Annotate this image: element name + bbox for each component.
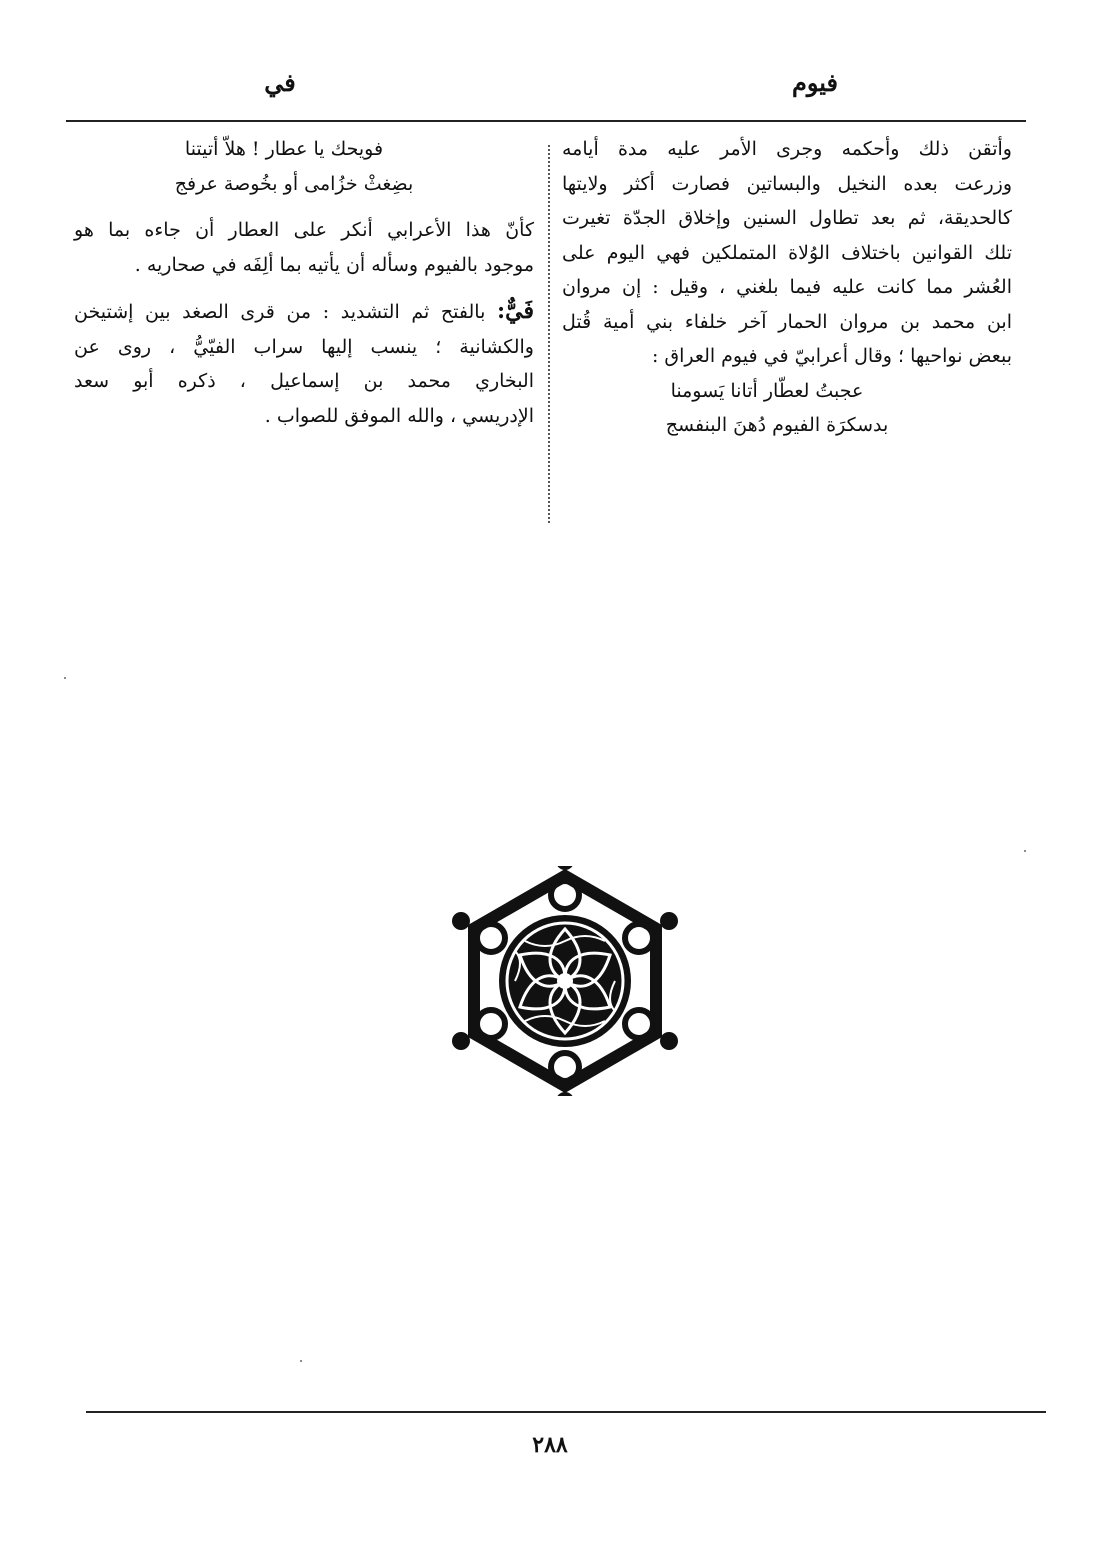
spacer (74, 282, 534, 294)
verse-line: فويحك يا عطار ! هلاّ أتيتنا (184, 138, 384, 160)
verse-line: عجبتُ لعطّار أتانا يَسومنا (670, 379, 864, 402)
running-header-right: فيوم (792, 68, 838, 97)
text-line: تلك القوانين باختلاف الوُلاة المتملكين فهي اليوم على (562, 241, 1012, 264)
spacer (74, 201, 534, 213)
paper-speck (300, 1360, 302, 1362)
text-line: وأتقن ذلك وأحكمه وجرى الأمر عليه مدة أيامه (562, 138, 1012, 160)
text-line: والكشانية ؛ ينسب إليها سراب الفيّيُّ ، روى عن (74, 335, 534, 358)
running-header-left: في (264, 68, 296, 97)
verse-line: بدسكرَة الفيوم دُهنَ البنفسج (665, 414, 889, 436)
text-line: كالحديقة، ثم بعد تطاول السنين وإخلاق الجدّة تغيرت (562, 207, 1012, 229)
page-number: ٢٨٨ (532, 1432, 568, 1458)
paper-speck (1024, 850, 1026, 852)
right-column (562, 132, 1012, 443)
text-line: البخاري محمد بن إسماعيل ، ذكره أبو سعد (74, 370, 534, 392)
text-line: وزرعت بعده النخيل والبساتين فصارت أكثر ولايتها (562, 172, 1012, 195)
entry-headword: فَيٌّ: (497, 298, 534, 324)
arabesque-ornament-icon (432, 866, 698, 1096)
column-divider (548, 145, 550, 523)
entry-text: بالفتح ثم التشديد : من قرى الصغد بين إشتيخن (74, 301, 486, 323)
header-rule (66, 120, 1026, 122)
text-line: موجود بالفيوم وسأله أن يأتيه بما ألِفَه في صحاريه . (134, 253, 534, 276)
footer-rule (86, 1411, 1046, 1413)
paper-speck (64, 677, 66, 679)
text-line: العُشر مما كانت عليه فيما بلغني ، وقيل : إن مروان (562, 276, 1012, 298)
text-line: كأنّ هذا الأعرابي أنكر على العطار أن جاءه بما هو (74, 219, 534, 241)
entry-first-line (74, 294, 534, 330)
verse-line: بضِغثْ خزُامى أو بخُوصة عرفج (174, 172, 414, 195)
text-line: الإدريسي ، والله الموفق للصواب . (264, 404, 534, 427)
text-line: ببعض نواحيها ؛ وقال أعرابيّ في فيوم العراق : (651, 345, 1012, 367)
text-line: ابن محمد بن مروان الحمار آخر خلفاء بني أمية قُتل (562, 310, 1012, 333)
left-column (74, 132, 534, 433)
